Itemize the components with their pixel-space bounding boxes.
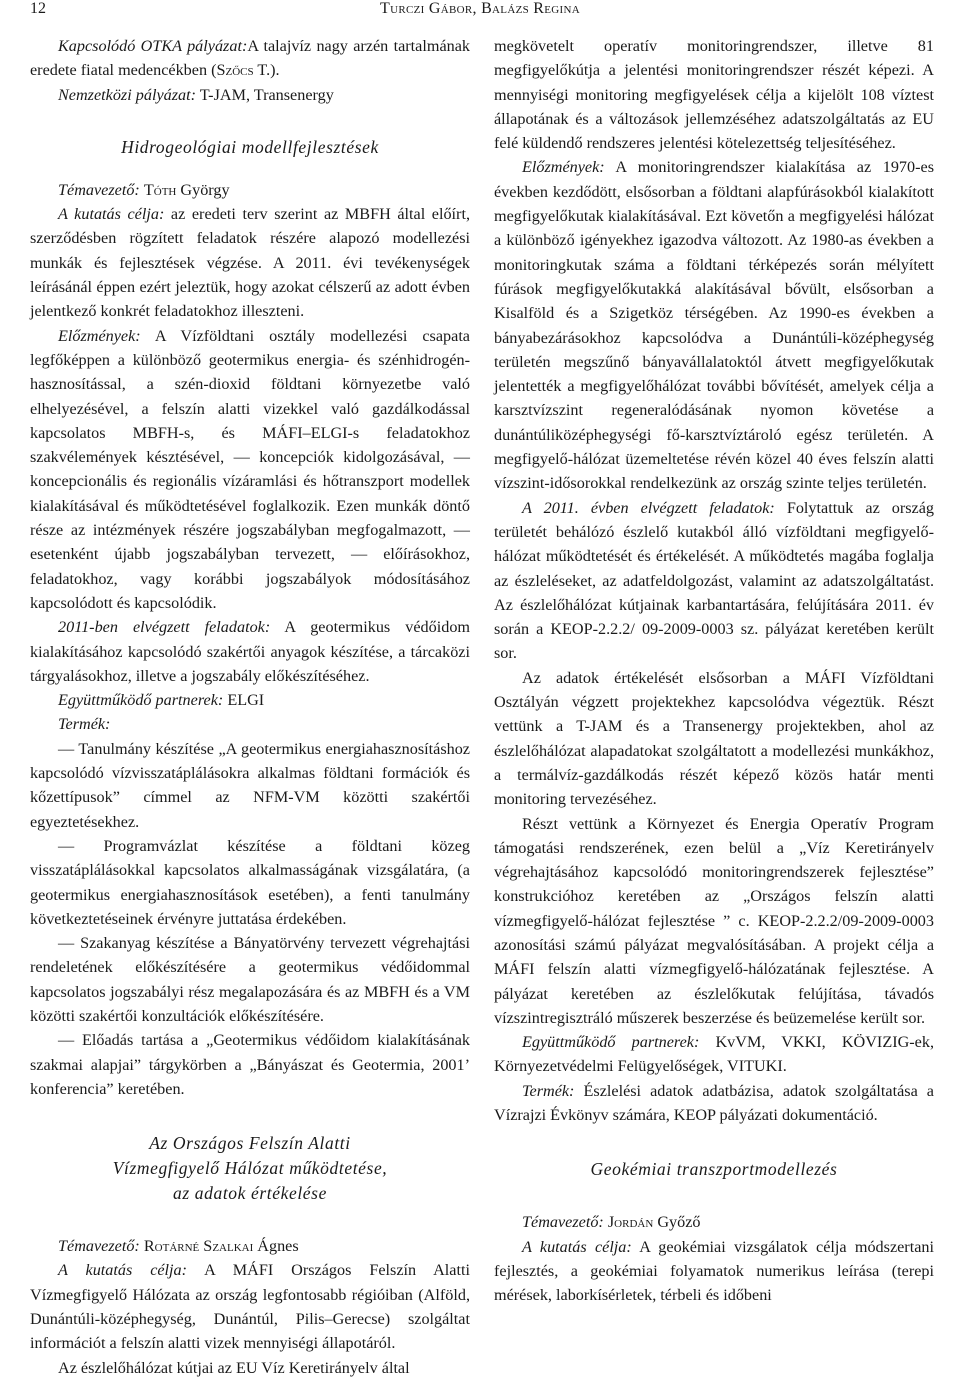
partners-text: ELGI (223, 691, 265, 710)
lead2-paragraph (30, 1234, 470, 1258)
intl-label: Nemzetközi pályázat: (58, 85, 197, 104)
lead3-label: Témavezető: (522, 1213, 604, 1232)
product2-text: Észlelési adatok adatbázisa, adatok szolgáltatása a Vízrajzi Évkönyv számára, KEOP pályázati dokumentáció. (494, 1081, 934, 1125)
section-title-hydro-models: Hidrogeológiai modellfejlesztések (121, 136, 379, 157)
section-title-monitoring-line1: Az Országos Felszín Alatti (149, 1133, 351, 1154)
network-paragraph: Az észlelőhálózat kútjai az EU Víz Keretirányelv által (58, 1358, 410, 1377)
otka-tail: T.). (253, 61, 280, 80)
lead3-firstname: Győző (653, 1213, 701, 1232)
running-header (0, 0, 960, 22)
lead3-surname: Jordán (607, 1213, 654, 1232)
background-label: Előzmények: (58, 326, 141, 345)
otka-paragraph (30, 34, 470, 83)
aim2-label: A kutatás célja: (58, 1261, 188, 1280)
partners-paragraph (30, 688, 470, 712)
lead-paragraph (30, 178, 470, 202)
section-title-monitoring-line3: az adatok értékelése (173, 1183, 327, 1204)
intl-paragraph (30, 83, 470, 107)
section-title-monitoring-line2: Vízmegfigyelő Hálózat működtetése, (112, 1158, 388, 1179)
lead2-firstname: Ágnes (253, 1237, 299, 1256)
completed2-paragraph (494, 496, 934, 666)
list-item: — Programvázlat készítése a földtani közeg visszatáplálásokkal kapcsolatos alkalmasságának vizsgálatára, (a geotermikus energiahasznosítások esetében), a fenti tanulmány következtetéseinek érvényre juttatása érdekében. (30, 836, 470, 928)
product2-paragraph (494, 1079, 934, 1128)
product2-label: Termék: (522, 1081, 575, 1100)
aim-paragraph (30, 202, 470, 323)
evaluation-paragraph: Az adatok értékelését elsősorban a MÁFI Vízföldtani Osztályán végzett projektekhez kapcsolódva végeztük. Részt vettünk a T-JAM és a Transenergy projektekben, ahol az észlelőhálózat alapadatokat szolgáltatott a modellezési munkákhoz, a termálvíz-gazdálkodás részét képező közös határ menti monitoring tervezéséhez. (494, 668, 934, 809)
completed-label: 2011-ben elvégzett feladatok: (58, 618, 271, 637)
partners2-paragraph (494, 1030, 934, 1079)
aim2-text: A MÁFI Országos Felszín Alatti Vízmegfigyelő Hálózata az ország legfontosabb régióiban (Alföld, Dunántúli-középhegység, Dunántúl, Pilis–Gerecse) szolgáltat információt a felszín alatti vizek mennyiségi állapotáról. (30, 1261, 470, 1353)
completed2-label: A 2011. évben elvégzett feladatok: (522, 498, 775, 517)
lead2-surname: Rotárné Szalkai (143, 1237, 254, 1256)
lead3-paragraph (494, 1210, 934, 1234)
list-item: — Szakanyag készítése a Bányatörvény tervezett végrehajtási rendeletének előkészítésére a geotermikus védőidommal kapcsolatos jogszabályi rész megalapozására és az MBFH és a VM közötti szakértői konzultációk előkészítésére. (30, 934, 470, 1025)
aim2-paragraph (30, 1258, 470, 1355)
aim3-text: A geokémiai vizsgálatok célja módszertani fejlesztés, a geokémiai folyamatok numerikus leírása (terepi mérések, laborkísérletek, térbeli és időbeni (494, 1237, 934, 1305)
history-paragraph (494, 155, 934, 495)
completed-text: A geotermikus védőidom kialakításához kapcsolódó szakértői anyagok készítése, a tárcaközi tárgyalásokhoz, illetve a jogszabály előkészítéséhez. (30, 618, 470, 685)
background-text: A Vízföldtani osztály modellezési csapata legfőképpen a különböző geotermikus energia- és szénhidrogén-hasznosítással, a szén-dioxid földtani környezetbe való elhelyezésével, a felszín alatti vizekkel való gazdálkodással kapcsolatos MBFH-s, és MÁFI–ELGI-s feladatokhoz szakvélemények késztésével, — koncepciók kidolgozásával, — koncepcionális és regionális vízáramlási és hőtranszport modellek kialakításával és működtetésével foglalkozik. Ezen munkák döntő része az intézmények részére jogszabályban megfogalmazott, — esetenként újabb jogszabályban tervezett, — előírásokhoz, feladatokhoz, vagy korábbi jogszabályok módosításához kapcsolódott és kapcsolódik. (30, 326, 470, 612)
background-paragraph (30, 324, 470, 616)
aim3-paragraph (494, 1235, 934, 1308)
monitoring-continuation-paragraph: megkövetelt operatív monitoringrendszer, illetve 81 megfigyelőkútja a jelentési monitoringrendszer részét képezi. A mennyiségi monitoring megfigyelések célja a kijelölt 108 víztest állapotának és a változások jellemzéséhez adatszolgáltatás az EU felé küldendő rendszeres jelentési kötelezettség teljesítéséhez. (494, 37, 934, 153)
lead2-label: Témavezető: (58, 1237, 140, 1256)
intl-text: T-JAM, Transenergy (196, 85, 334, 104)
aim3-label: A kutatás célja: (522, 1237, 632, 1256)
partners2-label: Együttműködő partnerek: (522, 1033, 700, 1052)
lead-surname: Tóth (143, 180, 177, 199)
otka-author: Szőcs (216, 61, 254, 80)
lead-firstname: György (176, 180, 230, 199)
running-head-authors: Turczi Gábor, Balázs Regina (380, 0, 580, 17)
right-column (494, 34, 934, 1308)
page-number: 12 (30, 0, 46, 17)
list-item: — Előadás tartása a „Geotermikus védőidom kialakításának szakmai alapjai” tárgykörben a „Bányászat és Geotermia, 2001’ konferencia” keretében. (30, 1031, 470, 1098)
aim-text: az eredeti terv szerint az MBFH által előírt, szerződésben rögzített feladatok részére alapozó modellezési munkák és fejlesztések végzése. A 2011. évi tevékenységek leírásánál éppen ezért jeleztük, hogy azokat célszerű az adott évben jelentkező konkrét feladatokhoz illeszteni. (30, 205, 470, 321)
left-column (30, 34, 470, 1380)
product-label: Termék: (58, 715, 111, 734)
partners-label: Együttműködő partnerek: (58, 691, 224, 710)
aim-label: A kutatás célja: (58, 205, 165, 224)
completed2-text: Folytattuk az ország területét behálózó észlelő kutakból álló vízföldtani megfigyelő-hálózat működtetését és értékelését. A működtetés magába foglalja az észleléseket, az adatfeldolgozást, valamint az adatszolgáltatást. Az észlelőhálózat kútjainak karbantartására, felújítására 2011. év során a KEOP-2.2.2/ 09-2009-0003 sz. pályázat keretében került sor. (494, 498, 935, 663)
keop-paragraph: Részt vettünk a Környezet és Energia Operatív Program támogatási rendszerének, ezen belül a „Víz Keretirányelv végrehajtásához kapcsolódó monitoringrendszerek fejlesztése” konstrukcióhoz keretében az „Országos felszín alatti vízmegfigyelő-hálózat fejlesztése ” c. KEOP-2.2.2/09-2009-0003 azonosítási számú pályázat megvalósításában. A projekt célja a MÁFI felszín alatti vízmegfigyelő-hálózatának fejlesztése. A pályázat keretében az észlelőkutak felújítása, távadós vízszintregisztráló műszerek beszerzése és beüzemelése került sor. (494, 814, 934, 1027)
otka-label: Kapcsolódó OTKA pályázat: (58, 37, 248, 55)
product-paragraph (30, 712, 470, 736)
list-item: — Tanulmány készítése „A geotermikus energiahasznosításhoz kapcsolódó vízvisszatáplálásokra alkalmas földtani formációk és kőzettípusok” címmel az NFM-VM közötti szakértői egyeztetésekhez. (30, 739, 470, 831)
completed-paragraph (30, 615, 470, 688)
history-label: Előzmények: (522, 158, 605, 177)
partners2-text: KvVM, VKKI, KÖVIZIG-ek, Környezetvédelmi Felügyelőségek, VITUKI. (494, 1033, 934, 1076)
lead-label: Témavezető: (58, 180, 140, 199)
section-title-geochem: Geokémiai transzportmodellezés (590, 1159, 838, 1180)
history-text: A monitoringrendszer kialakítása az 1970-es években kezdődött, elsősorban a földtani alapfúrásokból kialakított megfigyelőkutak kialakításával. Ezt követőn a megfigyelési hálózat a különböző igényekhez igazodva változott. Az 1980-as években a monitoringkutak száma a földtani térképezés során mélyített fúrások megfigyelőkutakká alakításával bővült, elsősorban a Kisalföld és a Szigetköz térségében. Az 1990-es években a bányabezárásokhoz kapcsolódva a Dunántúli-középhegység területén megszűnő bányavállalatoktól átvett megfigyelőkutak jelentették a megfigyelőhálózat további bővítését, amelyek célja a karsztvízszint regeneralódásának nyomon követése a dunántúliközéphegységi fő-karsztvíztároló egész területén. A megfigyelő-hálózat üzemeltetése révén közel 40 éves felszín alatti vízszint-idősorokkal rendelkezünk az ország szinte teljes területén. (494, 158, 934, 493)
otka-text: A talajvíz nagy arzén tartalmának eredete fiatal medencékben ( (30, 37, 471, 80)
